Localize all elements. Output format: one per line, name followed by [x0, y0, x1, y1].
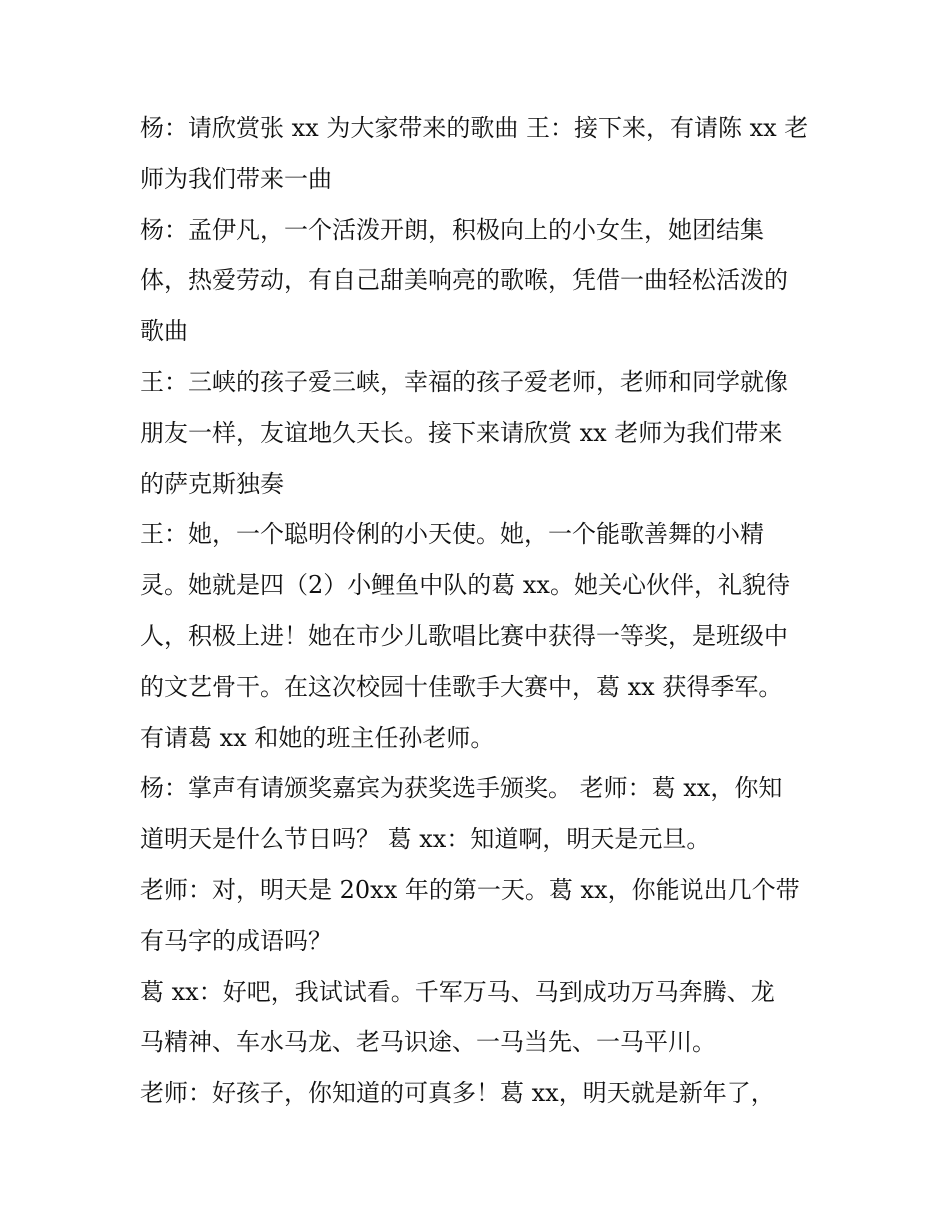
- text-line: 杨：请欣赏张 xx 为大家带来的歌曲 王：接下来，有请陈 xx 老: [140, 114, 809, 142]
- text-line: 杨：掌声有请颁奖嘉宾为获奖选手颁奖。 老师：葛 xx，你知: [140, 774, 783, 803]
- text-line: 师为我们带来一曲: [140, 164, 332, 193]
- text-line: 杨：孟伊凡，一个活泼开朗，积极向上的小女生，她团结集: [140, 215, 764, 244]
- text-line: 老师：好孩子，你知道的可真多！葛 xx，明天就是新年了，: [140, 1079, 775, 1108]
- document-body: [140, 103, 820, 1119]
- text-line: 有马字的成语吗？: [140, 926, 332, 955]
- text-line: 歌曲: [140, 317, 188, 346]
- text-line: 体，热爱劳动，有自己甜美响亮的歌喉，凭借一曲轻松活泼的: [140, 266, 788, 295]
- text-line: 灵。她就是四（2）小鲤鱼中队的葛 xx。她关心伙伴，礼貌待: [140, 571, 790, 600]
- text-line: 朋友一样，友谊地久天长。接下来请欣赏 xx 老师为我们带来: [140, 418, 783, 447]
- text-line: 人，积极上进！她在市少儿歌唱比赛中获得一等奖，是班级中: [140, 621, 788, 650]
- text-line: 王：她，一个聪明伶俐的小天使。她，一个能歌善舞的小精: [140, 520, 764, 549]
- text-line: 老师：对，明天是 20xx 年的第一天。葛 xx，你能说出几个带: [140, 875, 800, 904]
- text-line: 的文艺骨干。在这次校园十佳歌手大赛中，葛 xx 获得季军。: [140, 672, 783, 701]
- text-line: 葛 xx：好吧，我试试看。千军万马、马到成功万马奔腾、龙: [140, 977, 775, 1006]
- text-line: 道明天是什么节日吗？ 葛 xx：知道啊，明天是元旦。: [140, 825, 711, 854]
- text-line: 的萨克斯独奏: [140, 469, 284, 498]
- text-line: 马精神、车水马龙、老马识途、一马当先、一马平川。: [140, 1028, 716, 1057]
- text-line: 王：三峡的孩子爱三峡，幸福的孩子爱老师，老师和同学就像: [140, 367, 788, 396]
- text-line: 有请葛 xx 和她的班主任孙老师。: [140, 723, 495, 752]
